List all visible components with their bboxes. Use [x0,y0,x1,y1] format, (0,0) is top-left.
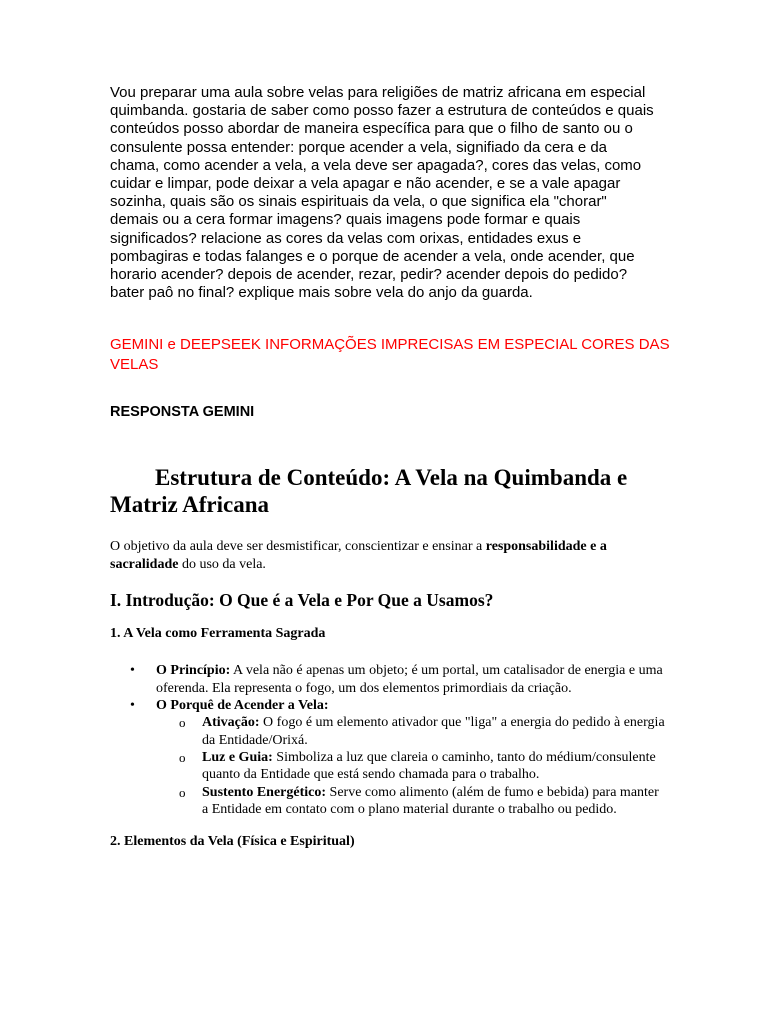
sub-list-item-label: Luz e Guia: [202,749,273,765]
sub-list-item-text: O fogo é um elemento ativador que "liga" a energia do pedido à energia da Entidade/Orixá. [202,715,665,748]
objective-bold: responsabilidade e a sacralidade [110,539,607,572]
circle-bullet-icon: o [179,784,186,800]
list-item [110,662,670,697]
list-item-text: A vela não é apenas um objeto; é um portal, um catalisador de energia e uma oferenda. Ela representa o fogo, um dos elementos primordiais da criação. [156,663,663,696]
sub-list-item-text: Simboliza a luz que clareia o caminho, tanto do médium/consulente quanto da Entidade que está sendo chamada para o trabalho. [202,749,656,783]
list-item-label: O Porquê de Acender a Vela: [156,698,329,714]
subheading-sacred-tool: 1. A Vela como Ferramenta Sagrada [110,626,326,642]
sub-list-item-label: Sustento Energético: [202,784,327,800]
response-label: RESPONSTA GEMINI [110,404,255,421]
sub-list-item [156,749,670,784]
objective-prefix: O objetivo da aula deve ser desmistificar, conscientizar e ensinar a [110,539,486,555]
subheading-candle-elements: 2. Elementos da Vela (Física e Espiritual) [110,834,355,850]
sub-list-item [156,714,670,749]
sub-list-item-label: Ativação: [202,715,260,731]
document-page [110,84,670,850]
bullet-icon: • [130,698,135,714]
bullet-list [110,662,670,818]
warning-note: GEMINI e DEEPSEEK INFORMAÇÕES IMPRECISAS EM ESPECIAL CORES DAS VELAS [110,336,670,374]
section-heading-intro: I. Introdução: O Que é a Vela e Por Que a Usamos? [110,590,494,611]
objective-suffix: do uso da vela. [178,556,266,572]
sub-bullet-list [156,714,670,818]
document-title: Estrutura de Conteúdo: A Vela na Quimbanda e Matriz Africana [110,465,628,518]
sub-list-item [156,784,670,819]
question-paragraph: Vou preparar uma aula sobre velas para religiões de matriz africana em especial quimbanda. gostaria de saber como posso fazer a estrutura de conteúdos e quais conteúdos posso abordar de maneira específica para que o filho de santo ou o consulente possa entender: porque acender a vela, signifiado da cera e da chama, como acender a vela, a vela deve ser apagada?, cores das velas, como cuidar e limpar, pode deixar a vela apagar e não acender, e se a vale apagar sozinha, quais são os sinais espirituais da vela, o que significa ela "chorar" demais ou a cera formar imagens? quais imagens pode formar e quais significados? relacione as cores da velas com orixas, entidades exus e pombagiras e todas falanges e o porque de acender a vela, onde acender, que horario acender? depois de acender, rezar, pedir? acender depois do pedido? bater paô no final? explique mais sobre vela do anjo da guarda. [110,84,654,302]
circle-bullet-icon: o [179,715,186,731]
list-item-label: O Princípio: [156,663,231,679]
objective-paragraph [110,538,655,573]
circle-bullet-icon: o [179,749,186,765]
list-item [110,697,670,818]
bullet-icon: • [130,663,135,679]
sub-list-item-text: Serve como alimento (além de fumo e bebida) para manter a Entidade em contato com o plano material durante o trabalho ou pedido. [202,784,659,817]
